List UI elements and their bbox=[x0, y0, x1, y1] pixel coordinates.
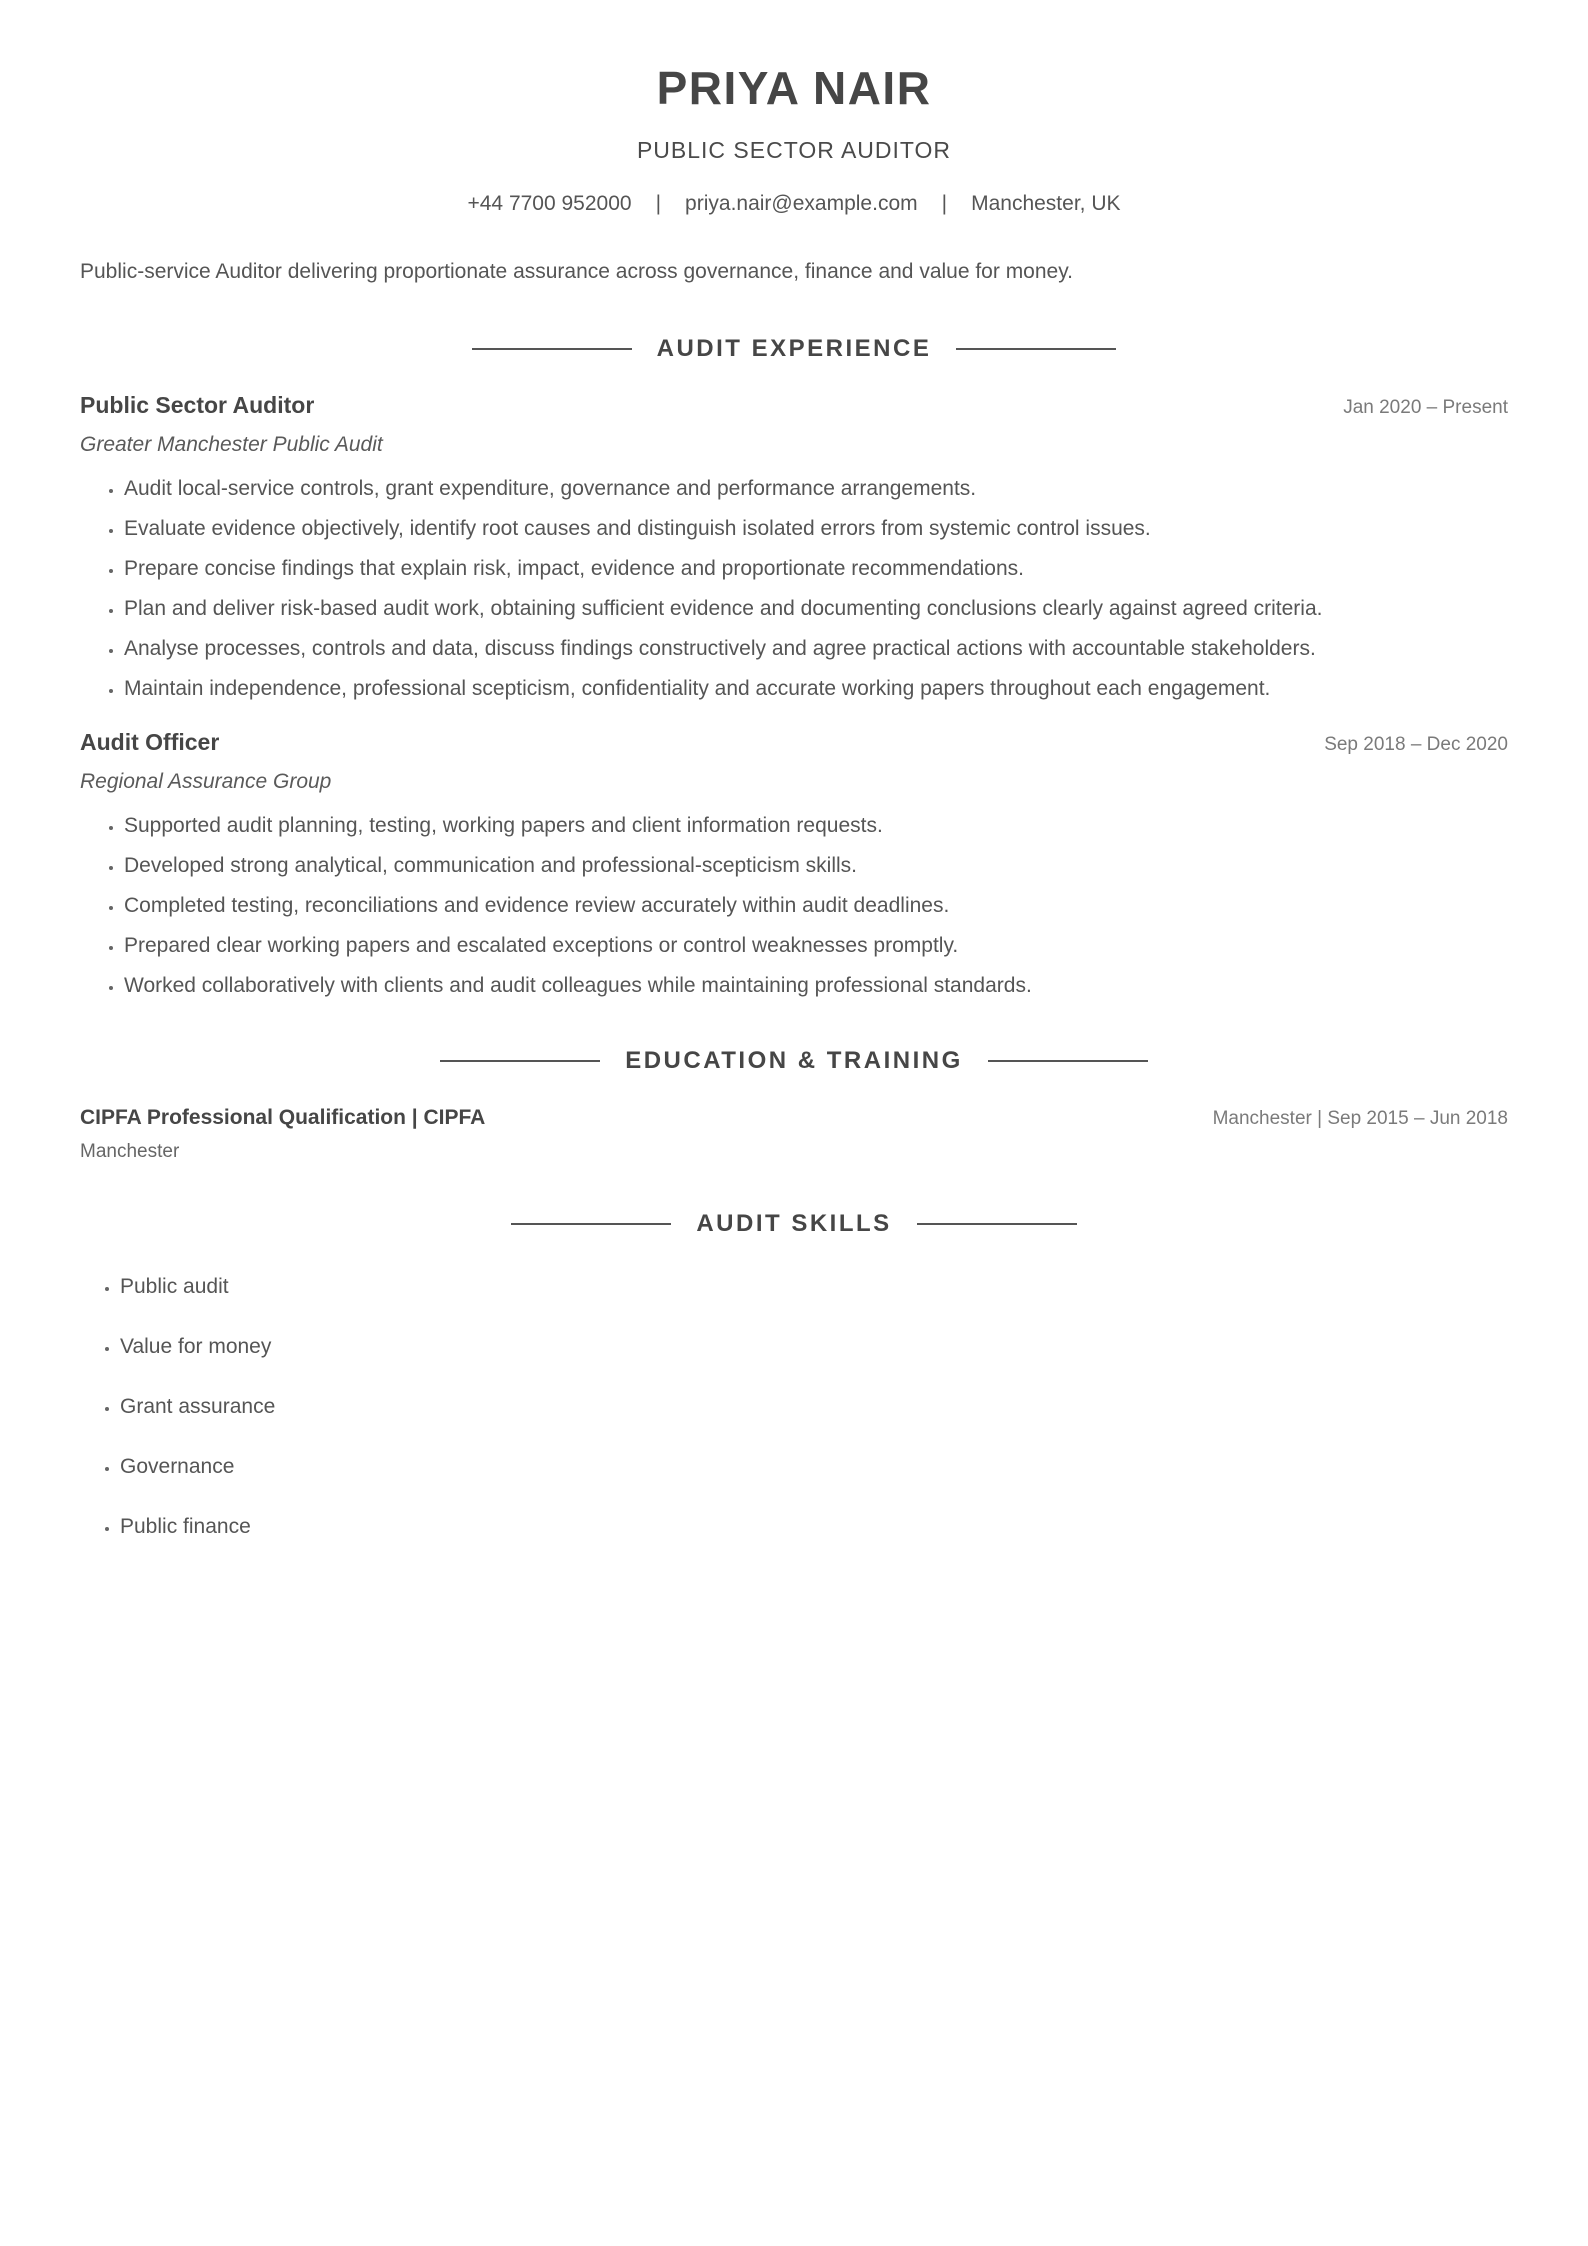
job-entry bbox=[80, 390, 1508, 709]
candidate-name: PRIYA NAIR bbox=[656, 62, 932, 114]
job-company: Regional Assurance Group bbox=[80, 770, 332, 793]
job-date: Jan 2020 – Present bbox=[1343, 397, 1508, 418]
job-bullet-list bbox=[80, 469, 1508, 709]
section-heading-education bbox=[80, 1046, 1508, 1076]
job-title: Audit Officer bbox=[80, 729, 220, 755]
job-company: Greater Manchester Public Audit bbox=[80, 433, 383, 456]
section-heading-skills bbox=[80, 1209, 1508, 1239]
heading-rule-right bbox=[917, 1223, 1077, 1225]
contact-location: Manchester, UK bbox=[971, 192, 1121, 215]
heading-rule-right bbox=[988, 1060, 1148, 1062]
education-header bbox=[80, 1104, 1508, 1133]
job-bullet: • Audit local-service controls, grant expenditure, governance and performance arrangements. bbox=[124, 469, 1508, 509]
job-bullet: • Worked collaboratively with clients and audit colleagues while maintaining professional standards. bbox=[124, 966, 1508, 1006]
skill-item: • Public finance bbox=[120, 1513, 1508, 1541]
job-bullet: • Maintain independence, professional scepticism, confidentiality and accurate working papers throughout each engagement. bbox=[124, 669, 1508, 709]
education-location: Manchester bbox=[80, 1141, 180, 1162]
skill-item: • Value for money bbox=[120, 1333, 1508, 1361]
profile-summary: Public-service Auditor delivering proportionate assurance across governance, finance and value for money. bbox=[80, 260, 1073, 283]
job-header bbox=[80, 727, 1508, 760]
job-bullet: • Analyse processes, controls and data, discuss findings constructively and agree practical actions with accountable stakeholders. bbox=[124, 629, 1508, 669]
job-bullet: • Developed strong analytical, communication and professional-scepticism skills. bbox=[124, 846, 1508, 886]
job-bullet-list bbox=[80, 806, 1508, 1006]
candidate-role: PUBLIC SECTOR AUDITOR bbox=[636, 137, 952, 163]
skill-item: • Public audit bbox=[120, 1273, 1508, 1301]
skill-item: • Governance bbox=[120, 1453, 1508, 1481]
education-qualification: CIPFA Professional Qualification | CIPFA bbox=[80, 1106, 486, 1129]
heading-rule-left bbox=[511, 1223, 671, 1225]
section-heading-text: EDUCATION & TRAINING bbox=[625, 1047, 963, 1074]
section-heading-text: AUDIT SKILLS bbox=[696, 1210, 892, 1237]
job-header bbox=[80, 390, 1508, 423]
job-bullet: • Plan and deliver risk-based audit work, obtaining sufficient evidence and documenting conclusions clearly against agreed criteria. bbox=[124, 589, 1508, 629]
heading-rule-right bbox=[956, 348, 1116, 350]
education-entry bbox=[80, 1104, 1508, 1165]
skill-item: • Grant assurance bbox=[120, 1393, 1508, 1421]
section-heading-experience bbox=[80, 334, 1508, 364]
job-bullet: • Prepare concise findings that explain risk, impact, evidence and proportionate recommendations. bbox=[124, 549, 1508, 589]
job-title: Public Sector Auditor bbox=[80, 392, 315, 418]
section-heading-text: AUDIT EXPERIENCE bbox=[656, 335, 932, 362]
contact-line bbox=[80, 190, 1508, 218]
job-bullet: • Evaluate evidence objectively, identify root causes and distinguish isolated errors from systemic control issues. bbox=[124, 509, 1508, 549]
education-date: Manchester | Sep 2015 – Jun 2018 bbox=[1212, 1108, 1508, 1129]
job-date: Sep 2018 – Dec 2020 bbox=[1324, 734, 1508, 755]
skills-list bbox=[80, 1273, 1508, 1541]
job-bullet: • Completed testing, reconciliations and evidence review accurately within audit deadlines. bbox=[124, 886, 1508, 926]
job-bullet: • Prepared clear working papers and escalated exceptions or control weaknesses promptly. bbox=[124, 926, 1508, 966]
contact-separator: | bbox=[655, 192, 662, 215]
job-bullet: • Supported audit planning, testing, working papers and client information requests. bbox=[124, 806, 1508, 846]
contact-separator: | bbox=[941, 192, 948, 215]
heading-rule-left bbox=[472, 348, 632, 350]
contact-email: priya.nair@example.com bbox=[685, 192, 918, 215]
job-entry bbox=[80, 727, 1508, 1006]
contact-phone: +44 7700 952000 bbox=[467, 192, 632, 215]
heading-rule-left bbox=[440, 1060, 600, 1062]
